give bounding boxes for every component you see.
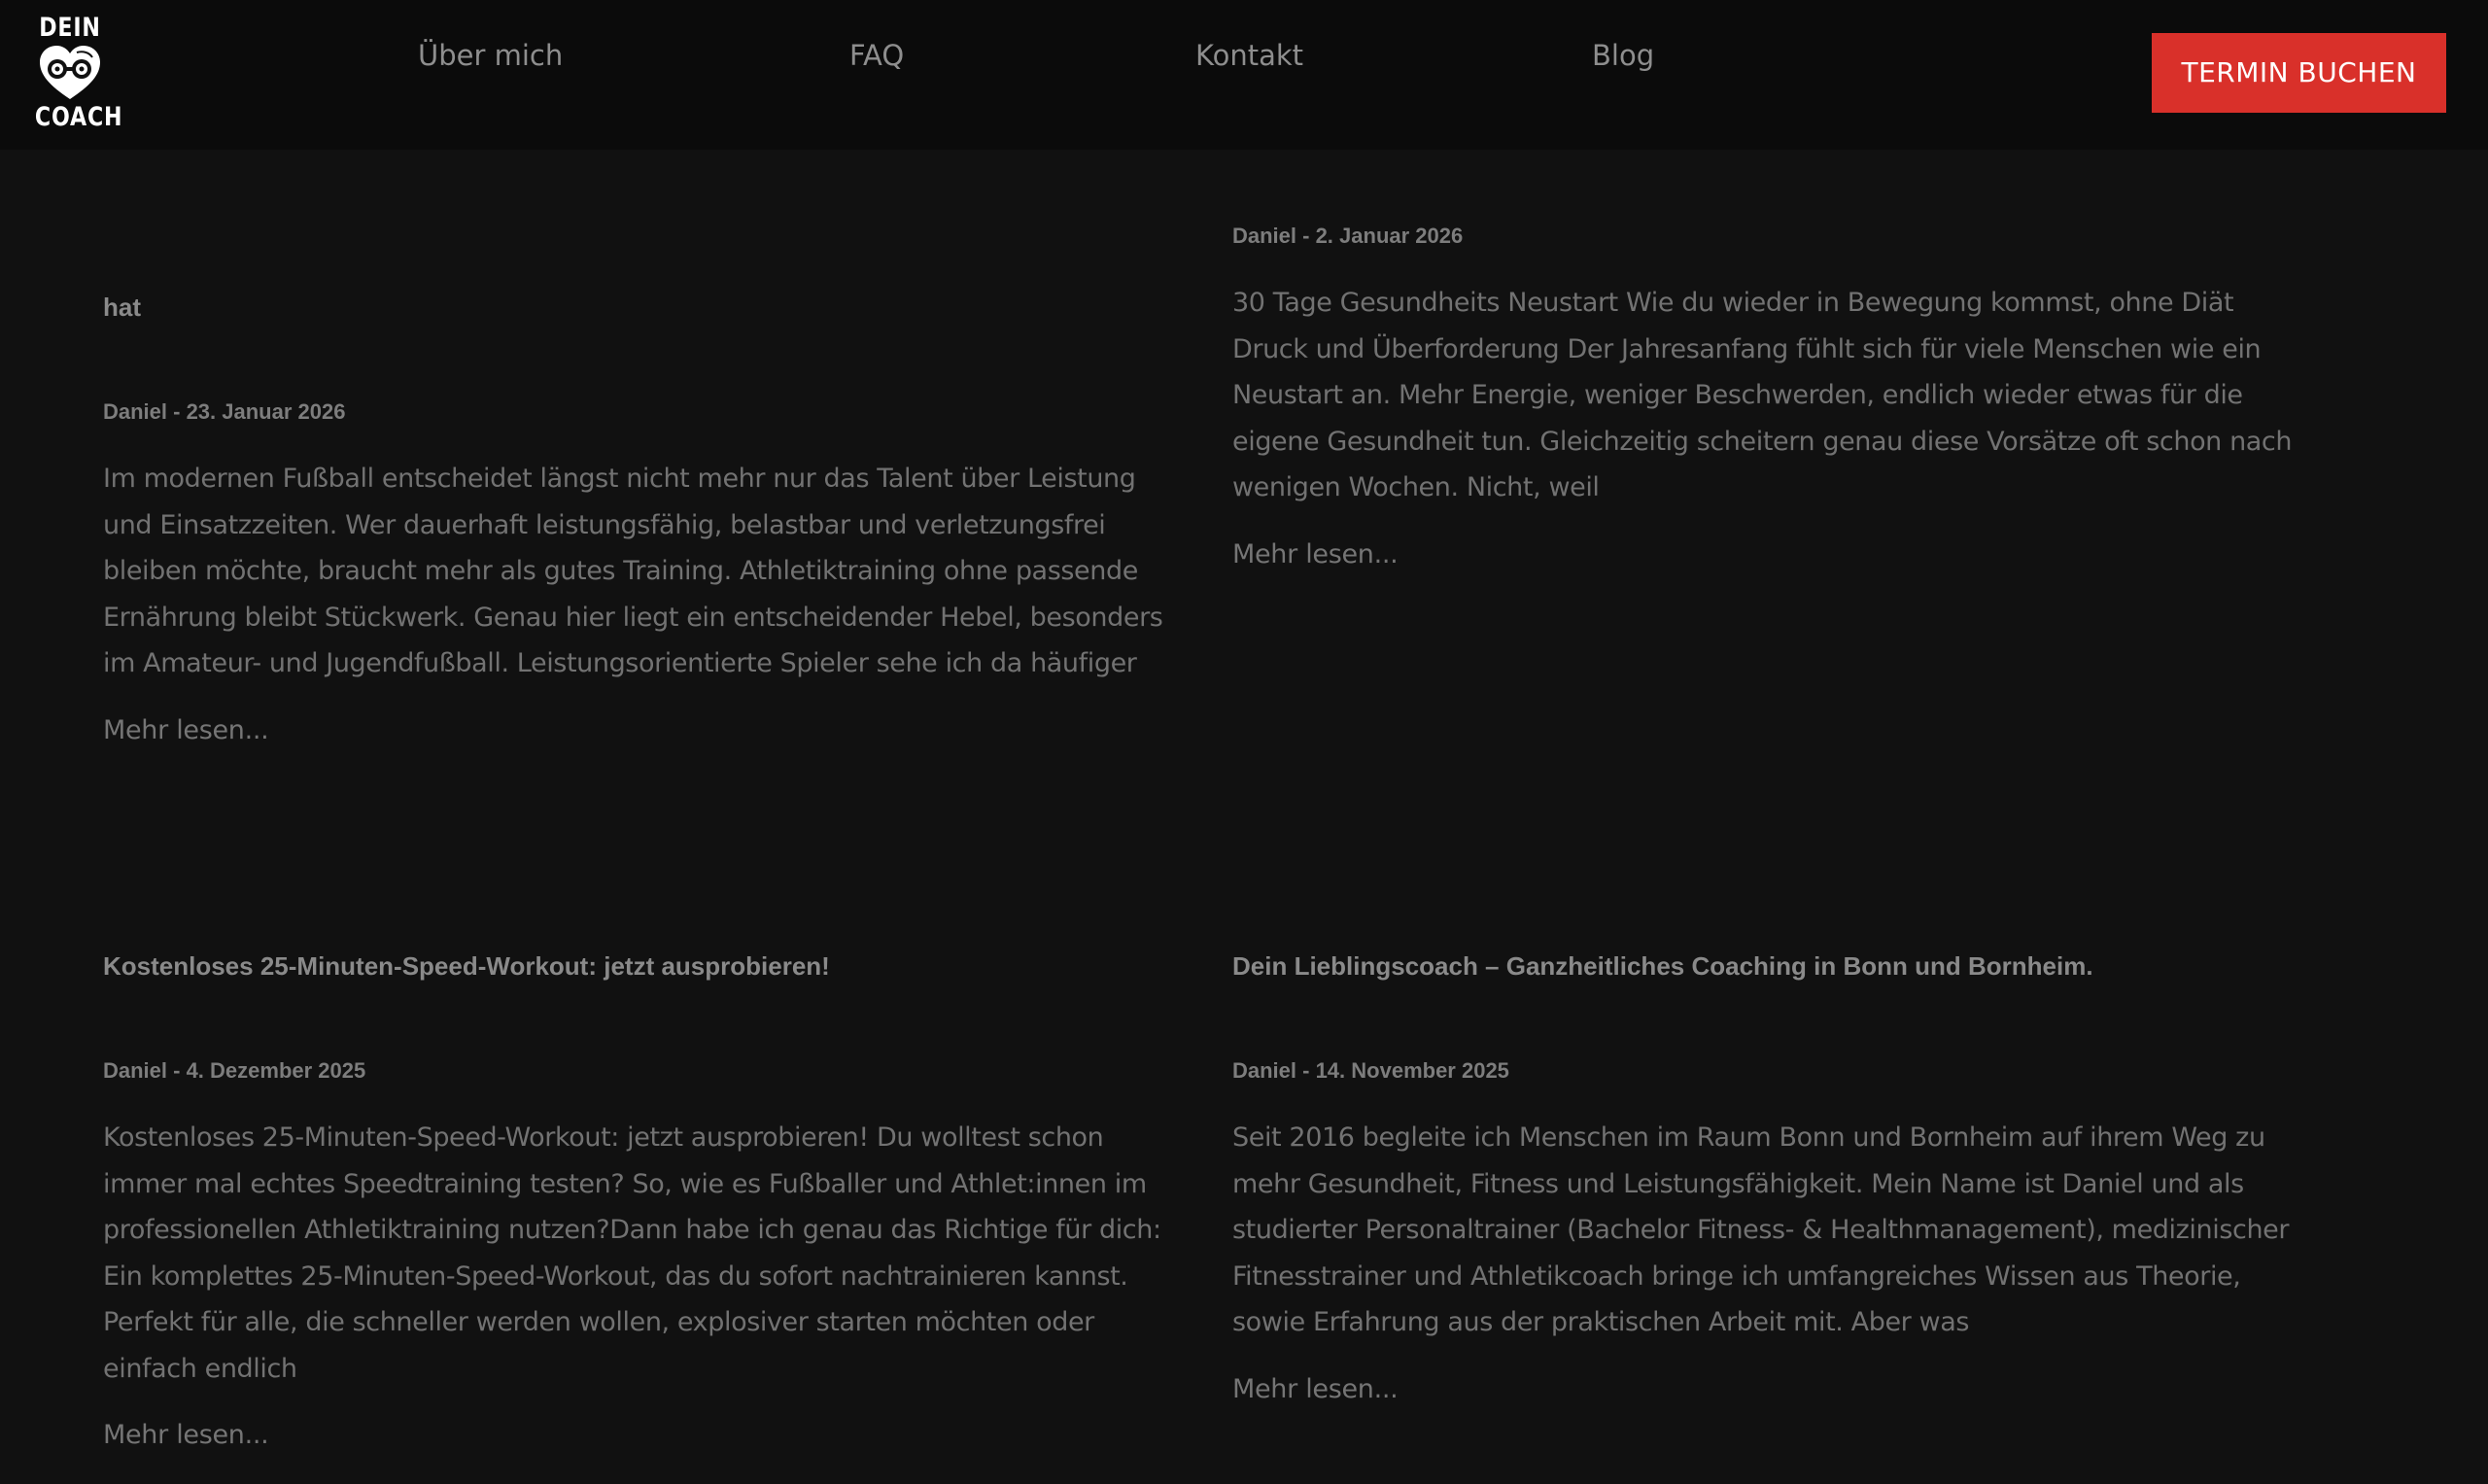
blog-post-card	[1232, 222, 2340, 571]
post-title[interactable]: hat	[103, 293, 141, 322]
excerpt-line: Seit 2016 begleite ich Menschen im Raum Bonn und Bornheim auf ihrem Weg zu	[1232, 1122, 2265, 1153]
excerpt-line: studierter Personaltrainer (Bachelor Fitness- & Healthmanagement), medizinischer	[1232, 1215, 2290, 1245]
nav-item-kontakt[interactable]: Kontakt	[1195, 39, 1304, 72]
post-title[interactable]: Dein Lieblingscoach – Ganzheitliches Coaching in Bonn und Bornheim.	[1232, 951, 2093, 981]
excerpt-line: Ernährung bleibt Stückwerk. Genau hier liegt ein entscheidender Hebel, besonders	[103, 602, 1163, 633]
excerpt-line: 30 Tage Gesundheits Neustart Wie du wieder in Bewegung kommst, ohne Diät	[1232, 288, 2234, 318]
excerpt-line: Fitnesstrainer und Athletikcoach bringe ich umfangreiches Wissen aus Theorie,	[1232, 1260, 2241, 1292]
post-excerpt	[103, 1115, 1211, 1392]
read-more-link[interactable]: Mehr lesen...	[1232, 1373, 1399, 1404]
post-excerpt	[1232, 280, 2340, 511]
post-excerpt	[103, 456, 1211, 687]
excerpt-line: und Einsatzzeiten. Wer dauerhaft leistungsfähig, belastbar und verletzungsfrei	[103, 509, 1106, 540]
excerpt-line: Perfekt für alle, die schneller werden wollen, explosiver starten möchten oder	[103, 1307, 1094, 1337]
excerpt-line: Neustart an. Mehr Energie, weniger Beschwerden, endlich wieder etwas für die	[1232, 380, 2243, 410]
excerpt-line: im Amateur- und Jugendfußball. Leistungsorientierte Spieler sehe ich da häufiger	[103, 648, 1137, 678]
excerpt-line: einfach endlich	[103, 1353, 297, 1384]
excerpt-line: wenigen Wochen. Nicht, weil	[1232, 472, 1600, 502]
read-more-link[interactable]: Mehr lesen...	[103, 714, 269, 745]
post-meta: Daniel - 23. Januar 2026	[103, 399, 346, 424]
excerpt-line: mehr Gesundheit, Fitness und Leistungsfähigkeit. Mein Name ist Daniel und als	[1232, 1168, 2244, 1199]
read-more-link[interactable]: Mehr lesen...	[103, 1420, 269, 1450]
excerpt-line: Druck und Überforderung Der Jahresanfang fühlt sich für viele Menschen wie ein	[1232, 333, 2262, 364]
nav-item-ueber-mich[interactable]: Über mich	[418, 39, 564, 72]
post-excerpt	[1232, 1115, 2340, 1346]
excerpt-line: bleiben möchte, braucht mehr als gutes Training. Athletiktraining ohne passende	[103, 556, 1138, 586]
post-meta: Daniel - 4. Dezember 2025	[103, 1058, 366, 1083]
heart-dumbbell-icon	[36, 43, 104, 103]
blog-post-card	[1232, 949, 2340, 1406]
excerpt-line: professionellen Athletiktraining nutzen?Dann habe ich genau das Richtige für dich:	[103, 1215, 1161, 1245]
brand-logo[interactable]	[27, 13, 123, 134]
blog-post-card	[103, 291, 1211, 747]
excerpt-line: Ein komplettes 25-Minuten-Speed-Workout, das du sofort nachtrainieren kannst.	[103, 1260, 1128, 1292]
nav-item-faq[interactable]: FAQ	[849, 39, 905, 72]
excerpt-line: eigene Gesundheit tun. Gleichzeitig scheitern genau diese Vorsätze oft schon nach	[1232, 426, 2293, 457]
read-more-link[interactable]: Mehr lesen...	[1232, 538, 1399, 569]
logo-text-top: DEIN	[39, 13, 101, 43]
post-meta: Daniel - 14. November 2025	[1232, 1058, 1509, 1083]
excerpt-line: immer mal echtes Speedtraining testen? So, wie es Fußballer und Athlet:innen im	[103, 1168, 1147, 1199]
post-title[interactable]: Kostenloses 25-Minuten-Speed-Workout: jetzt ausprobieren!	[103, 951, 830, 981]
logo-text-bottom: COACH	[34, 102, 123, 132]
nav-item-blog[interactable]: Blog	[1592, 39, 1655, 72]
site-header	[0, 0, 2488, 150]
excerpt-line: Im modernen Fußball entscheidet längst nicht mehr nur das Talent über Leistung	[103, 464, 1136, 494]
excerpt-line: Kostenloses 25-Minuten-Speed-Workout: jetzt ausprobieren! Du wolltest schon	[103, 1122, 1104, 1153]
blog-post-card	[103, 949, 1211, 1452]
excerpt-line: sowie Erfahrung aus der praktischen Arbeit mit. Aber was	[1232, 1307, 1970, 1337]
post-meta: Daniel - 2. Januar 2026	[1232, 224, 1464, 248]
book-appointment-button[interactable]: TERMIN BUCHEN	[2152, 33, 2446, 113]
